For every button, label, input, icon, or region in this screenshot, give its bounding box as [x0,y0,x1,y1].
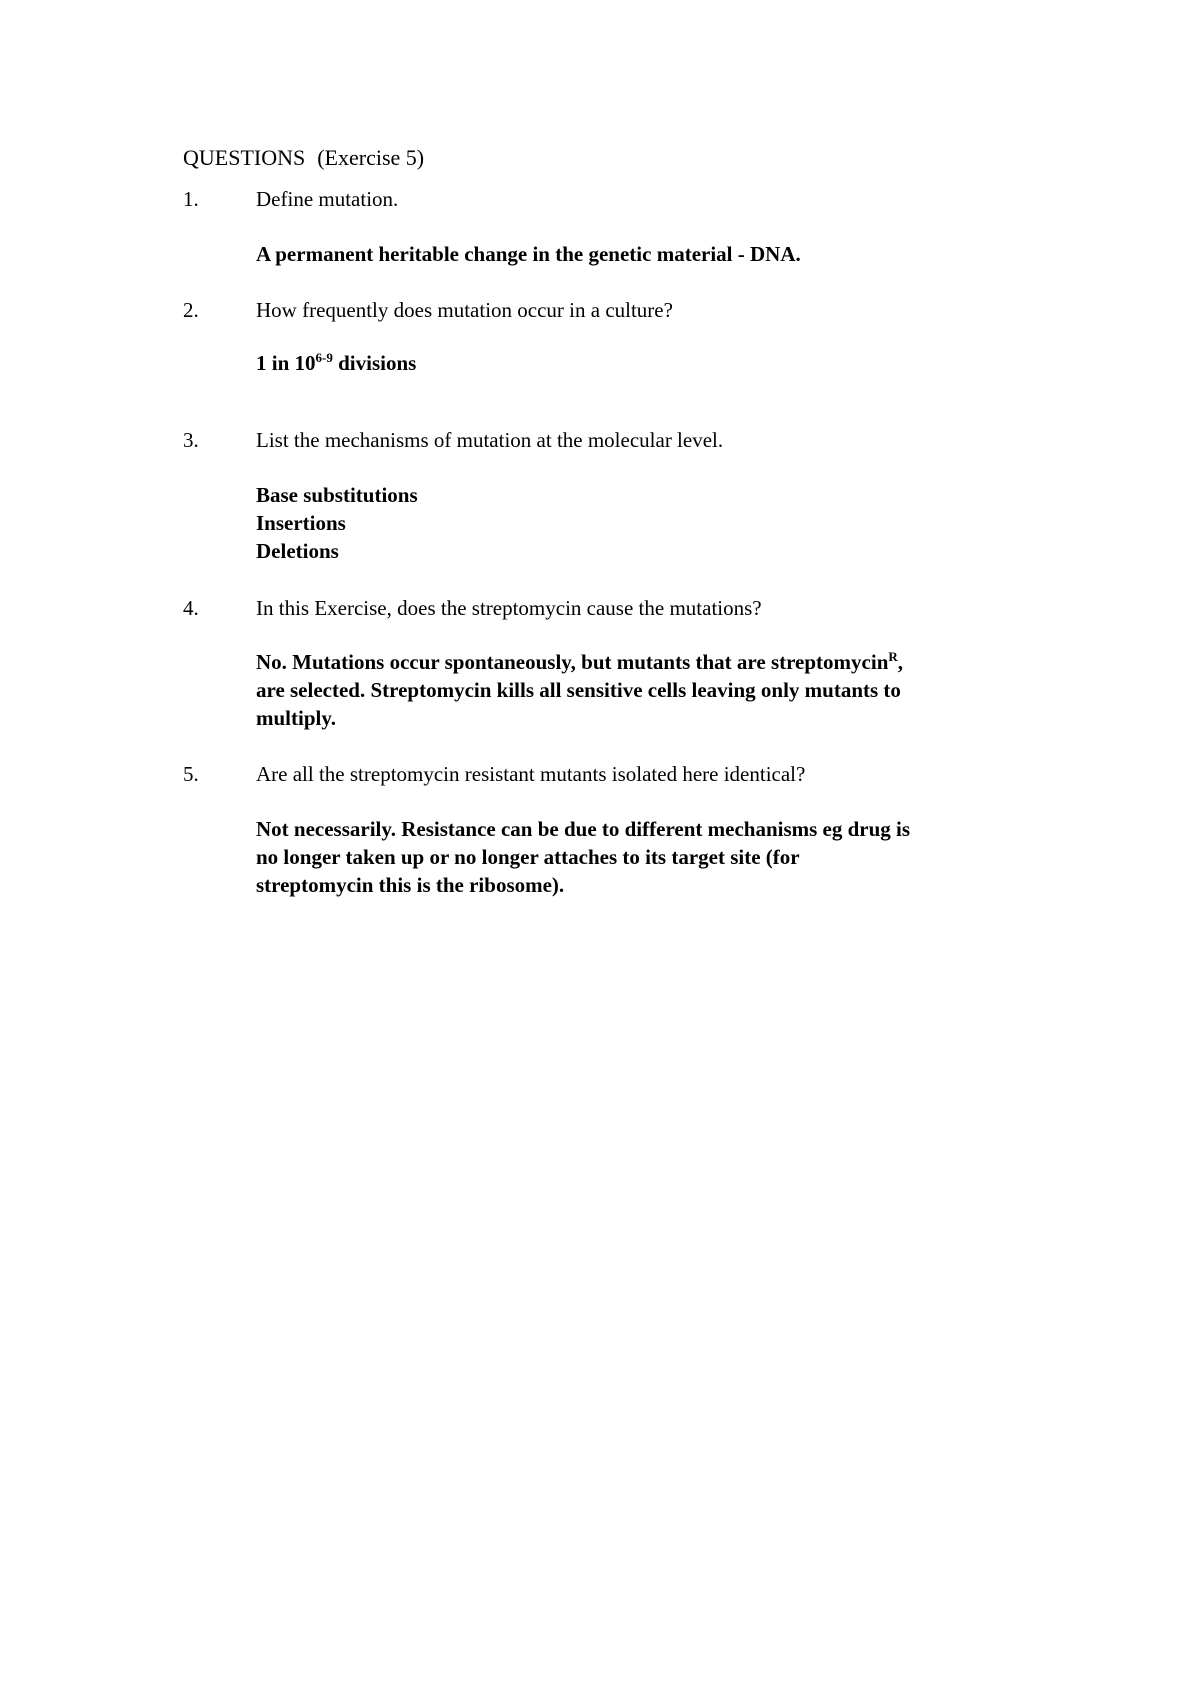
question-text-3: List the mechanisms of mutation at the molecular level. [256,428,724,452]
answer-5-line-1: Not necessarily. Resistance can be due to different mechanisms eg drug is [256,817,911,841]
answer-5 [256,815,1046,899]
answer-4-line-2: are selected. Streptomycin kills all sensitive cells leaving only mutants to [256,678,901,702]
answer-5-line-2: no longer taken up or no longer attaches to its target site (for [256,845,800,869]
answer-3-line-3: Deletions [256,539,339,563]
page-title [183,145,424,171]
question-number-3: 3. [183,428,199,452]
answer-1 [256,240,1046,268]
answer-4-line-1-text: No. Mutations occur spontaneously, but mutants that are streptomycin [256,650,889,674]
question-number-1: 1. [183,187,199,211]
answer-2 [256,349,1046,377]
answer-4-line-3: multiply. [256,706,336,730]
question-text-5: Are all the streptomycin resistant mutants isolated here identical? [256,762,806,786]
answer-2-suffix: divisions [332,351,417,375]
answer-4 [256,648,1046,732]
answer-2-exponent: 6-9 [315,350,333,365]
answer-5-line-3: streptomycin this is the ribosome). [256,873,565,897]
answer-3-line-2: Insertions [256,511,346,535]
answer-4-line-1 [256,648,1046,676]
answer-2-line-1 [256,349,1046,377]
answer-4-line-1-suffix: , [897,650,904,674]
answer-2-prefix: 1 in 10 [256,351,316,375]
question-number-2: 2. [183,298,199,322]
question-text-1: Define mutation. [256,187,399,211]
question-text-4: In this Exercise, does the streptomycin cause the mutations? [256,596,762,620]
answer-1-line-1: A permanent heritable change in the genetic material - DNA. [256,242,801,266]
answer-3-line-1: Base substitutions [256,483,418,507]
title-text: QUESTIONS [183,145,306,170]
question-number-4: 4. [183,596,199,620]
answer-4-superscript: R [888,649,898,664]
answer-3 [256,481,1046,565]
question-text-2: How frequently does mutation occur in a culture? [256,298,673,322]
question-number-5: 5. [183,762,199,786]
title-suffix: (Exercise 5) [317,145,425,170]
